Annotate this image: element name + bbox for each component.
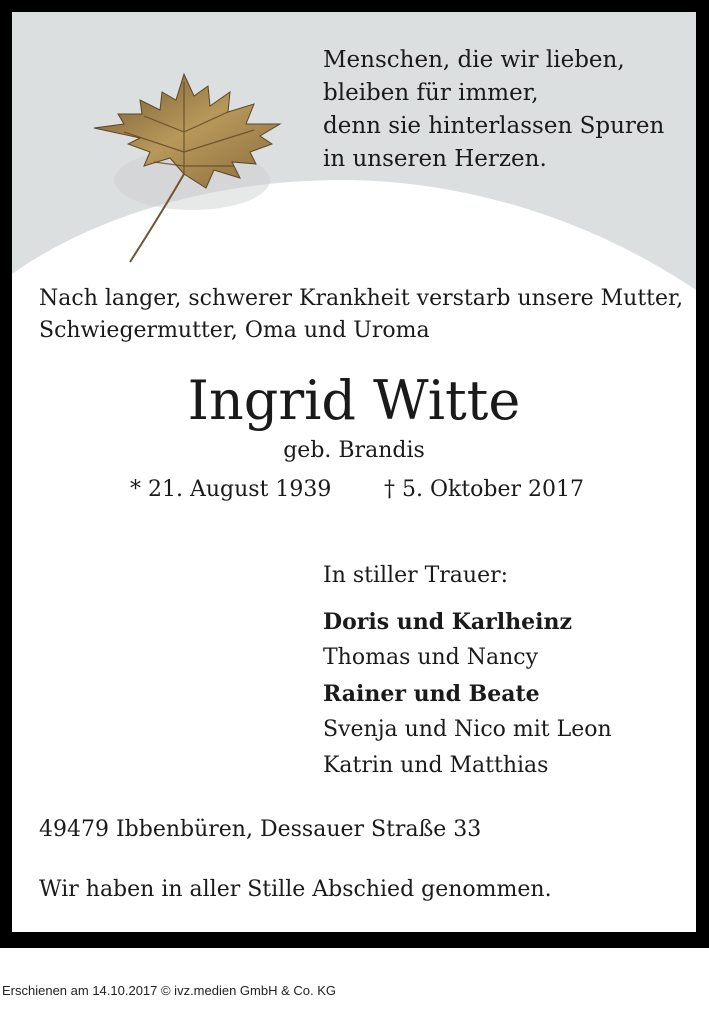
mourner-line: Doris und Karlheinz <box>323 609 572 635</box>
maple-leaf-icon <box>84 62 284 272</box>
mourners-heading: In stiller Trauer: <box>323 563 509 588</box>
poem-line: bleiben für immer, <box>323 80 539 106</box>
poem-line: in unseren Herzen. <box>323 146 547 172</box>
birth-date: * 21. August 1939 <box>130 477 332 502</box>
intro-line: Schwiegermutter, Oma und Uroma <box>39 318 430 343</box>
mourner-line: Katrin und Matthias <box>323 753 549 778</box>
closing-text: Wir haben in aller Stille Abschied genommen. <box>39 877 552 902</box>
poem <box>323 44 664 176</box>
obituary-card <box>12 12 696 932</box>
mourner-line: Thomas und Nancy <box>323 645 539 670</box>
intro-line: Nach langer, schwerer Krankheit verstarb unsere Mutter, <box>39 286 684 311</box>
poem-line: denn sie hinterlassen Spuren <box>323 113 665 139</box>
intro-text <box>39 283 683 347</box>
address: 49479 Ibbenbüren, Dessauer Straße 33 <box>39 817 482 842</box>
poem-line: Menschen, die wir lieben, <box>323 47 625 73</box>
birth-name: geb. Brandis <box>283 438 425 463</box>
death-date: † 5. Oktober 2017 <box>384 477 585 502</box>
deceased-name: Ingrid Witte <box>187 369 521 432</box>
publication-footer: Erschienen am 14.10.2017 © ivz.medien GmbH & Co. KG <box>2 983 337 998</box>
mourner-line: Rainer und Beate <box>323 681 540 707</box>
mourner-line: Svenja und Nico mit Leon <box>323 717 612 742</box>
mourners-block <box>323 558 612 784</box>
